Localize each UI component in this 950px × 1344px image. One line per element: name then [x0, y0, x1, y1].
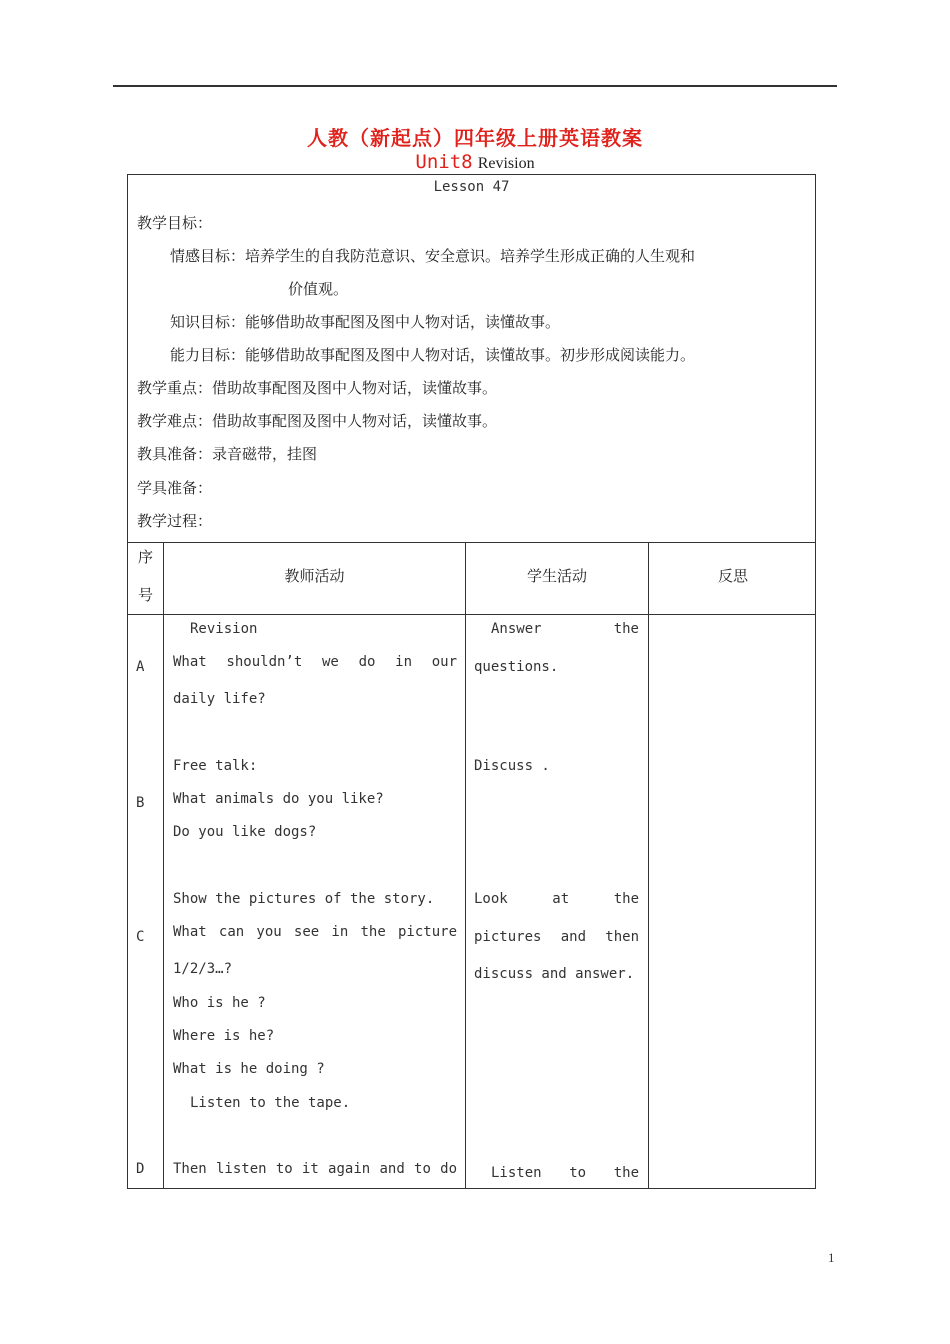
- student-a-line-2: questions.: [474, 659, 559, 675]
- key-point: 教学重点：借助故事配图及图中人物对话，读懂故事。: [137, 379, 498, 397]
- ability-objective: 能力目标：能够借助故事配图及图中人物对话，读懂故事。初步形成阅读能力。: [170, 346, 696, 364]
- student-materials: 学具准备：: [137, 479, 213, 497]
- emotion-objective-cont: 价值观。: [288, 280, 349, 298]
- document-subtitle: [0, 150, 950, 176]
- teacher-a-line-3: daily life?: [173, 691, 266, 707]
- student-c-line-1: Look at the: [474, 891, 639, 907]
- student-c-line-2: pictures and then: [474, 929, 639, 945]
- objectives-heading: 教学目标：: [137, 214, 213, 232]
- student-c-line-3: discuss and answer.: [474, 966, 635, 982]
- teacher-c-line-7: Listen to the tape.: [190, 1095, 351, 1111]
- row-label-c: C: [136, 929, 145, 945]
- row-label-b: B: [136, 795, 145, 811]
- teacher-c-line-2: What can you see in the picture: [173, 924, 457, 940]
- unit-label: Unit8: [415, 151, 473, 173]
- teacher-b-line-1: Free talk:: [173, 758, 258, 774]
- process-heading: 教学过程：: [137, 512, 213, 530]
- student-a-line-1: Answer the: [491, 621, 639, 637]
- emotion-objective: 情感目标：培养学生的自我防范意识、安全意识。培养学生形成正确的人生观和: [170, 247, 696, 265]
- teacher-b-line-3: Do you like dogs?: [173, 824, 317, 840]
- teacher-c-line-1: Show the pictures of the story.: [173, 891, 435, 907]
- col-divider-2: [465, 542, 466, 1189]
- difficulty: 教学难点：借助故事配图及图中人物对话，读懂故事。: [137, 412, 498, 430]
- table-header-rule: [128, 614, 815, 615]
- teacher-materials: 教具准备：录音磁带，挂图: [137, 445, 318, 463]
- lesson-plan-table: [127, 174, 816, 1189]
- row-label-d: D: [136, 1161, 145, 1177]
- table-top-rule: [128, 542, 815, 543]
- header-teacher: 教师活动: [284, 567, 345, 585]
- col-divider-1: [163, 542, 164, 1189]
- col-divider-3: [648, 542, 649, 1189]
- teacher-c-line-6: What is he doing ?: [173, 1061, 325, 1077]
- row-label-a: A: [136, 659, 145, 675]
- teacher-b-line-2: What animals do you like?: [173, 791, 384, 807]
- header-num-1: 序: [137, 548, 153, 566]
- teacher-c-line-3: 1/2/3…?: [173, 961, 233, 977]
- teacher-a-line-2: What shouldn’t we do in our: [173, 654, 457, 670]
- student-b-line-1: Discuss .: [474, 758, 550, 774]
- teacher-d-line-1: Then listen to it again and to do: [173, 1161, 457, 1177]
- document-title: 人教（新起点）四年级上册英语教案: [307, 126, 643, 150]
- teacher-c-line-5: Where is he?: [173, 1028, 275, 1044]
- knowledge-objective: 知识目标：能够借助故事配图及图中人物对话，读懂故事。: [170, 313, 561, 331]
- page-number: 1: [828, 1250, 835, 1265]
- unit-topic: Revision: [477, 155, 535, 172]
- student-d-line-1: Listen to the: [491, 1165, 639, 1181]
- header-reflection: 反思: [717, 567, 748, 585]
- teacher-a-line-1: Revision: [190, 621, 258, 637]
- header-num-2: 号: [137, 586, 153, 604]
- lesson-title: Lesson 47: [433, 179, 510, 195]
- header-student: 学生活动: [526, 567, 587, 585]
- teacher-c-line-4: Who is he ?: [173, 995, 266, 1011]
- header-rule: [113, 85, 837, 87]
